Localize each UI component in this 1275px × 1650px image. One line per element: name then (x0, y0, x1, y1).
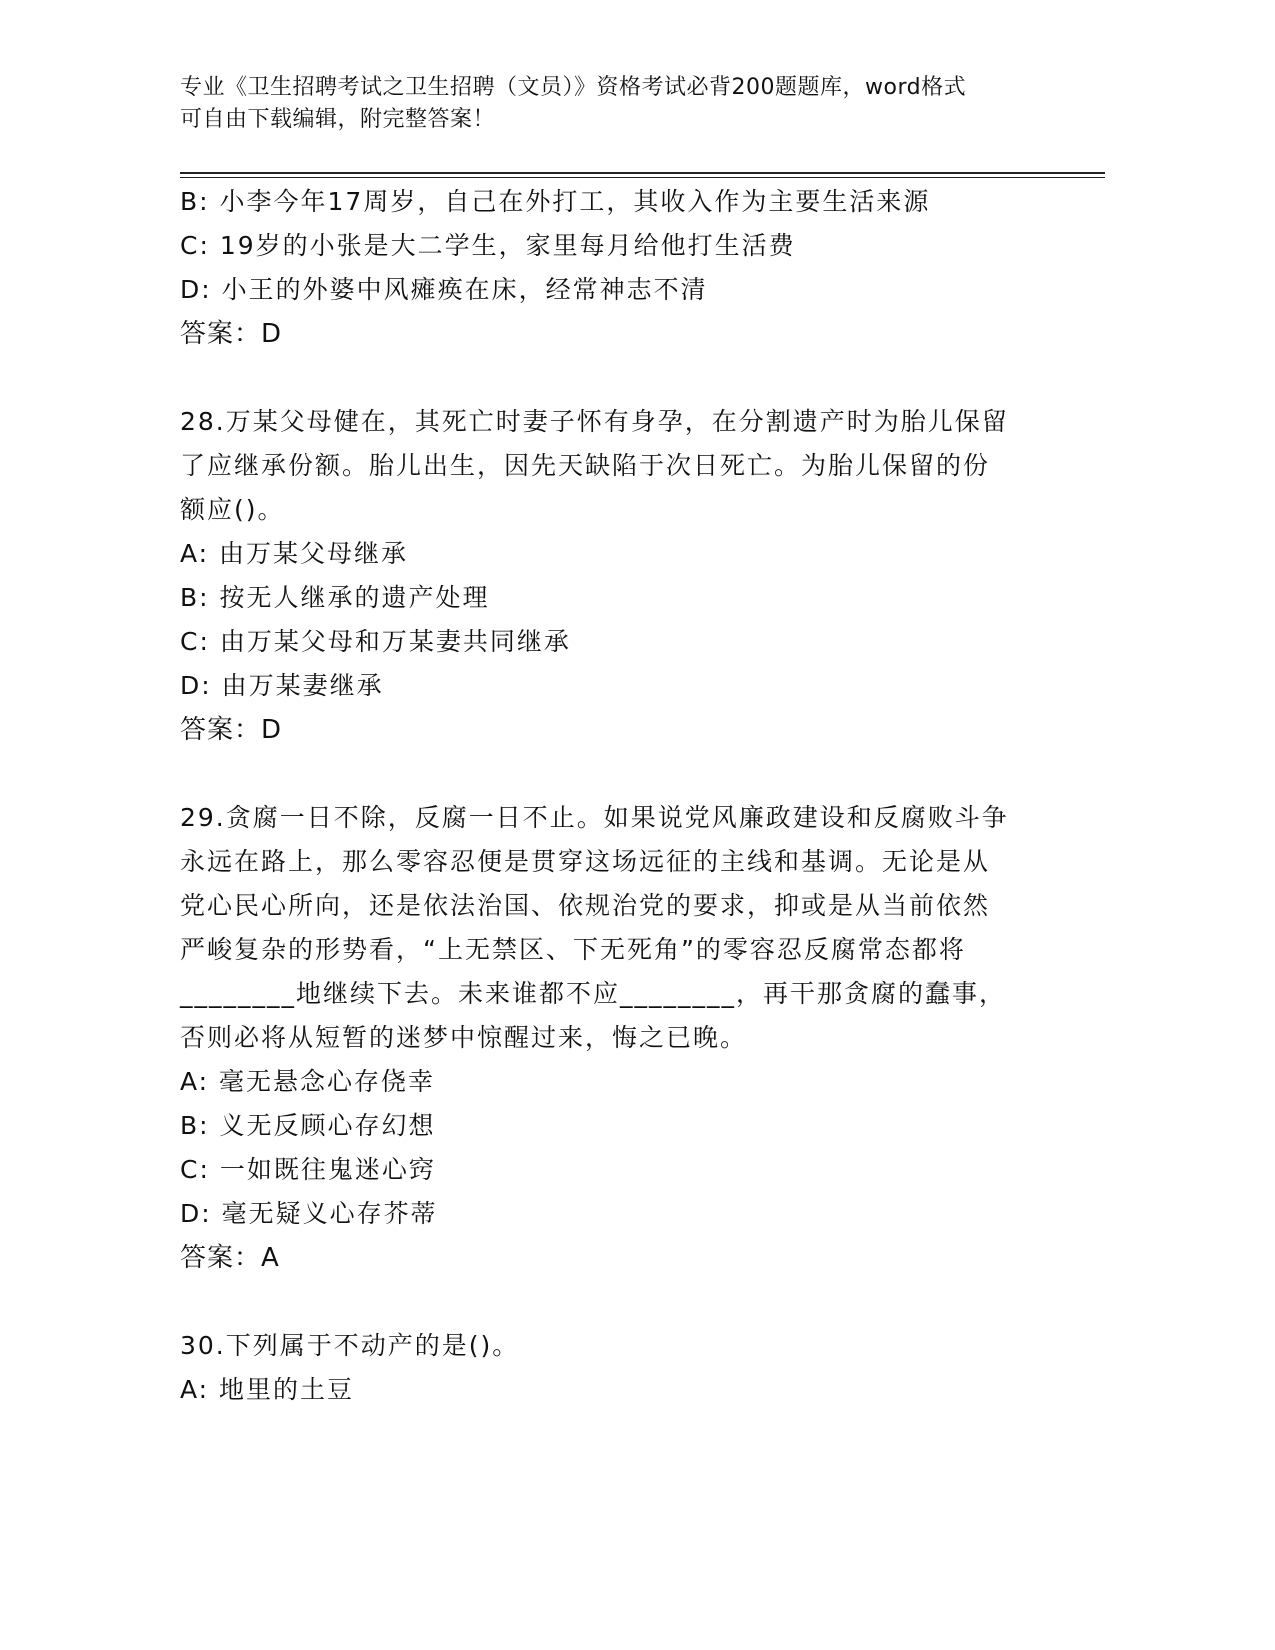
question-content (180, 180, 1080, 1412)
header-title-line-1: 专业《卫生招聘考试之卫生招聘（文员）》资格考试必背200题题库，word格式 (180, 75, 967, 100)
question-text-line: 党心民心所向，还是依法治国、依规治党的要求，抑或是从当前依然 (180, 891, 991, 920)
question-text-line: 29.贪腐一日不除，反腐一日不止。如果说党风廉政建设和反腐败斗争 (180, 803, 1009, 832)
option-d: D: 由万某妻继承 (180, 671, 384, 700)
header-divider (180, 172, 1105, 178)
answer-label: 答案：D (180, 715, 283, 745)
question-30 (180, 1324, 1080, 1412)
option-c: C: 由万某父母和万某妻共同继承 (180, 627, 571, 656)
question-28 (180, 400, 1080, 752)
question-text-line: 30.下列属于不动产的是()。 (180, 1331, 520, 1360)
page-header (180, 72, 1060, 136)
question-text-line: 严峻复杂的形势看，“上无禁区、下无死角”的零容忍反腐常态都将 (180, 935, 966, 964)
question-text-line: 28.万某父母健在，其死亡时妻子怀有身孕，在分割遗产时为胎儿保留 (180, 407, 1009, 436)
spacer (180, 752, 1080, 796)
option-a: A: 由万某父母继承 (180, 539, 409, 568)
question-text-line: 永远在路上，那么零容忍便是贯穿这场远征的主线和基调。无论是从 (180, 847, 991, 876)
spacer (180, 1280, 1080, 1324)
answer-label: 答案：D (180, 319, 283, 349)
option-b: B: 小李今年17周岁，自己在外打工，其收入作为主要生活来源 (180, 187, 931, 216)
option-a: A: 毫无悬念心存侥幸 (180, 1067, 436, 1096)
option-d: D: 毫无疑义心存芥蒂 (180, 1199, 438, 1228)
question-27-continuation (180, 180, 1080, 356)
option-a: A: 地里的土豆 (180, 1375, 355, 1404)
question-text-line: 了应继承份额。胎儿出生，因先天缺陷于次日死亡。为胎儿保留的份 (180, 451, 991, 480)
option-d: D: 小王的外婆中风瘫痪在床，经常神志不清 (180, 275, 708, 304)
question-text-line: 额应()。 (180, 495, 285, 524)
question-29 (180, 796, 1080, 1280)
answer-label: 答案：A (180, 1243, 280, 1273)
option-b: B: 义无反顾心存幻想 (180, 1111, 436, 1140)
question-text-line: ________地继续下去。未来谁都不应________，再干那贪腐的蠢事， (180, 979, 1007, 1008)
option-c: C: 一如既往鬼迷心窍 (180, 1155, 436, 1184)
header-title-line-2: 可自由下载编辑，附完整答案！ (180, 107, 496, 132)
option-b: B: 按无人继承的遗产处理 (180, 583, 490, 612)
spacer (180, 356, 1080, 400)
option-c: C: 19岁的小张是大二学生，家里每月给他打生活费 (180, 231, 796, 260)
question-text-line: 否则必将从短暂的迷梦中惊醒过来，悔之已晚。 (180, 1023, 748, 1052)
